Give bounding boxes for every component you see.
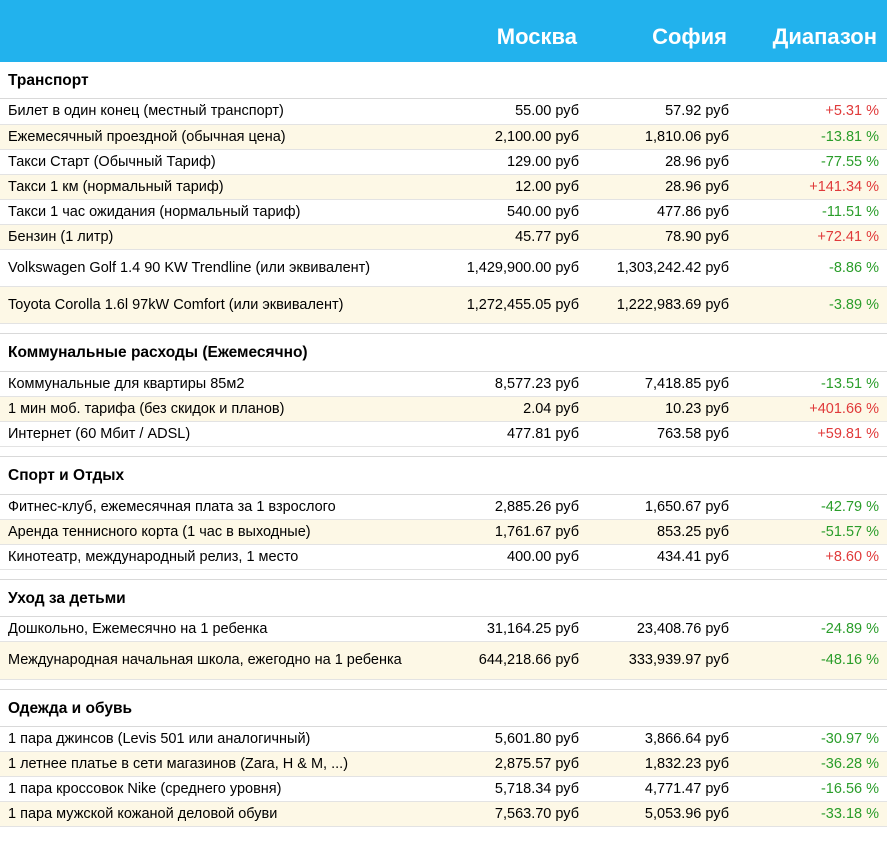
value-city-a: 12.00 руб bbox=[437, 174, 587, 199]
section-blank-a bbox=[437, 579, 587, 616]
table-row bbox=[0, 174, 887, 199]
spacer-cell bbox=[0, 324, 887, 334]
value-city-b: 10.23 руб bbox=[587, 396, 737, 421]
item-label: Кинотеатр, международный релиз, 1 место bbox=[0, 544, 437, 569]
section-header-row bbox=[0, 457, 887, 494]
section-blank-range bbox=[737, 689, 887, 726]
item-label: Бензин (1 литр) bbox=[0, 225, 437, 250]
spacer-cell bbox=[0, 569, 887, 579]
value-city-b: 477.86 руб bbox=[587, 199, 737, 224]
section-header-row bbox=[0, 689, 887, 726]
table-row bbox=[0, 250, 887, 287]
value-city-a: 540.00 руб bbox=[437, 199, 587, 224]
table-row bbox=[0, 99, 887, 124]
value-range: -30.97 % bbox=[737, 726, 887, 751]
value-range: +141.34 % bbox=[737, 174, 887, 199]
value-range: -13.81 % bbox=[737, 124, 887, 149]
value-city-a: 2,100.00 руб bbox=[437, 124, 587, 149]
item-label: 1 пара кроссовок Nike (среднего уровня) bbox=[0, 777, 437, 802]
section-title: Уход за детьми bbox=[0, 579, 437, 616]
value-city-b: 7,418.85 руб bbox=[587, 371, 737, 396]
section-header-row bbox=[0, 62, 887, 99]
value-city-a: 129.00 руб bbox=[437, 149, 587, 174]
table-row bbox=[0, 494, 887, 519]
value-city-b: 78.90 руб bbox=[587, 225, 737, 250]
item-label: Билет в один конец (местный транспорт) bbox=[0, 99, 437, 124]
value-city-a: 55.00 руб bbox=[437, 99, 587, 124]
section-spacer bbox=[0, 324, 887, 334]
value-city-b: 5,053.96 руб bbox=[587, 802, 737, 827]
section-blank-b bbox=[587, 334, 737, 371]
value-range: -48.16 % bbox=[737, 642, 887, 679]
section-blank-range bbox=[737, 62, 887, 99]
item-label: 1 летнее платье в сети магазинов (Zara, H & M, ...) bbox=[0, 752, 437, 777]
value-city-a: 8,577.23 руб bbox=[437, 371, 587, 396]
value-range: -3.89 % bbox=[737, 287, 887, 324]
table-row bbox=[0, 287, 887, 324]
item-label: Toyota Corolla 1.6l 97kW Comfort (или эквивалент) bbox=[0, 287, 437, 324]
value-city-a: 5,601.80 руб bbox=[437, 726, 587, 751]
value-range: -8.86 % bbox=[737, 250, 887, 287]
item-label: Аренда теннисного корта (1 час в выходные) bbox=[0, 519, 437, 544]
value-range: -33.18 % bbox=[737, 802, 887, 827]
value-range: -77.55 % bbox=[737, 149, 887, 174]
table-body bbox=[0, 62, 887, 827]
table-row bbox=[0, 642, 887, 679]
section-header-row bbox=[0, 579, 887, 616]
item-label: Такси 1 км (нормальный тариф) bbox=[0, 174, 437, 199]
value-city-b: 28.96 руб bbox=[587, 174, 737, 199]
value-city-a: 2,875.57 руб bbox=[437, 752, 587, 777]
value-range: -11.51 % bbox=[737, 199, 887, 224]
spacer-cell bbox=[0, 679, 887, 689]
item-label: Дошкольно, Ежемесячно на 1 ребенка bbox=[0, 617, 437, 642]
section-blank-a bbox=[437, 457, 587, 494]
item-label: Такси 1 час ожидания (нормальный тариф) bbox=[0, 199, 437, 224]
table-row bbox=[0, 149, 887, 174]
item-label: Международная начальная школа, ежегодно на 1 ребенка bbox=[0, 642, 437, 679]
table-row bbox=[0, 371, 887, 396]
value-range: +59.81 % bbox=[737, 422, 887, 447]
value-range: +72.41 % bbox=[737, 225, 887, 250]
value-range: +8.60 % bbox=[737, 544, 887, 569]
item-label: 1 мин моб. тарифа (без скидок и планов) bbox=[0, 396, 437, 421]
section-blank-a bbox=[437, 689, 587, 726]
value-city-b: 3,866.64 руб bbox=[587, 726, 737, 751]
header-city-b: София bbox=[587, 0, 737, 62]
item-label: Фитнес-клуб, ежемесячная плата за 1 взрослого bbox=[0, 494, 437, 519]
section-blank-b bbox=[587, 457, 737, 494]
table-row bbox=[0, 777, 887, 802]
value-city-b: 1,832.23 руб bbox=[587, 752, 737, 777]
value-city-a: 2,885.26 руб bbox=[437, 494, 587, 519]
section-blank-range bbox=[737, 457, 887, 494]
value-city-a: 31,164.25 руб bbox=[437, 617, 587, 642]
value-city-a: 5,718.34 руб bbox=[437, 777, 587, 802]
value-city-a: 400.00 руб bbox=[437, 544, 587, 569]
table-row bbox=[0, 544, 887, 569]
item-label: Интернет (60 Мбит / ADSL) bbox=[0, 422, 437, 447]
value-city-b: 1,650.67 руб bbox=[587, 494, 737, 519]
section-title: Спорт и Отдых bbox=[0, 457, 437, 494]
item-label: Volkswagen Golf 1.4 90 KW Trendline (или эквивалент) bbox=[0, 250, 437, 287]
value-range: -13.51 % bbox=[737, 371, 887, 396]
value-range: +5.31 % bbox=[737, 99, 887, 124]
section-blank-b bbox=[587, 689, 737, 726]
value-city-a: 1,272,455.05 руб bbox=[437, 287, 587, 324]
item-label: 1 пара мужской кожаной деловой обуви bbox=[0, 802, 437, 827]
value-city-a: 45.77 руб bbox=[437, 225, 587, 250]
value-city-a: 1,429,900.00 руб bbox=[437, 250, 587, 287]
value-city-a: 477.81 руб bbox=[437, 422, 587, 447]
value-city-b: 1,303,242.42 руб bbox=[587, 250, 737, 287]
section-blank-b bbox=[587, 62, 737, 99]
value-city-b: 57.92 руб bbox=[587, 99, 737, 124]
value-range: -51.57 % bbox=[737, 519, 887, 544]
value-city-b: 1,222,983.69 руб bbox=[587, 287, 737, 324]
item-label: 1 пара джинсов (Levis 501 или аналогичный) bbox=[0, 726, 437, 751]
table-row bbox=[0, 199, 887, 224]
section-title: Транспорт bbox=[0, 62, 437, 99]
section-spacer bbox=[0, 679, 887, 689]
section-spacer bbox=[0, 569, 887, 579]
value-city-b: 28.96 руб bbox=[587, 149, 737, 174]
section-blank-a bbox=[437, 334, 587, 371]
table-row bbox=[0, 225, 887, 250]
header-city-a: Москва bbox=[437, 0, 587, 62]
table-row bbox=[0, 422, 887, 447]
section-blank-range bbox=[737, 579, 887, 616]
value-range: -16.56 % bbox=[737, 777, 887, 802]
section-blank-b bbox=[587, 579, 737, 616]
value-city-a: 1,761.67 руб bbox=[437, 519, 587, 544]
table-row bbox=[0, 617, 887, 642]
value-city-b: 763.58 руб bbox=[587, 422, 737, 447]
item-label: Коммунальные для квартиры 85м2 bbox=[0, 371, 437, 396]
value-city-b: 23,408.76 руб bbox=[587, 617, 737, 642]
header-label-col bbox=[0, 0, 437, 62]
value-city-a: 2.04 руб bbox=[437, 396, 587, 421]
value-city-a: 7,563.70 руб bbox=[437, 802, 587, 827]
section-spacer bbox=[0, 447, 887, 457]
header-range: Диапазон bbox=[737, 0, 887, 62]
section-title: Коммунальные расходы (Ежемесячно) bbox=[0, 334, 437, 371]
value-city-b: 4,771.47 руб bbox=[587, 777, 737, 802]
section-blank-a bbox=[437, 62, 587, 99]
value-city-b: 1,810.06 руб bbox=[587, 124, 737, 149]
value-city-b: 333,939.97 руб bbox=[587, 642, 737, 679]
table-row bbox=[0, 396, 887, 421]
section-header-row bbox=[0, 334, 887, 371]
section-blank-range bbox=[737, 334, 887, 371]
header-row bbox=[0, 0, 887, 62]
table-row bbox=[0, 726, 887, 751]
value-range: -36.28 % bbox=[737, 752, 887, 777]
table-row bbox=[0, 802, 887, 827]
value-range: -24.89 % bbox=[737, 617, 887, 642]
value-city-a: 644,218.66 руб bbox=[437, 642, 587, 679]
table-row bbox=[0, 124, 887, 149]
section-title: Одежда и обувь bbox=[0, 689, 437, 726]
value-city-b: 853.25 руб bbox=[587, 519, 737, 544]
value-range: -42.79 % bbox=[737, 494, 887, 519]
table-row bbox=[0, 752, 887, 777]
table-row bbox=[0, 519, 887, 544]
value-range: +401.66 % bbox=[737, 396, 887, 421]
item-label: Такси Старт (Обычный Тариф) bbox=[0, 149, 437, 174]
value-city-b: 434.41 руб bbox=[587, 544, 737, 569]
spacer-cell bbox=[0, 447, 887, 457]
item-label: Ежемесячный проездной (обычная цена) bbox=[0, 124, 437, 149]
table-header bbox=[0, 0, 887, 62]
